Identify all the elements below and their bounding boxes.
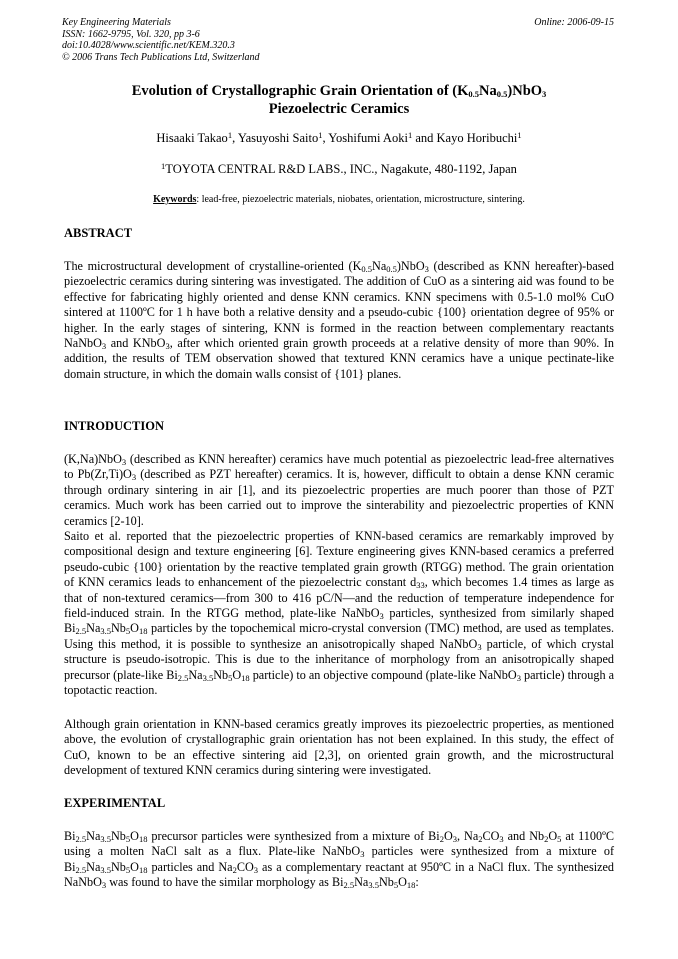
abstract-paragraph: The microstructural development of crystalline-oriented $(K_{0.5}Na_{0.5})NbO_3$ (described as KNN hereafter)-based piezoelectric ceramics during sintering was investigated. The addition of CuO as a sintering aid was found to be effective for fabricating highly oriented and dense KNN ceramics. KNN specimens with 0.5-1.0 mol% CuO sintered at 1100ºC for 1 h have both a relative density and a pseudo-cubic {100} orientation degree of 95% or higher. In the early stages of sintering, KNN is formed in the reaction between complementary reactants NaNbO$_3$ and KNbO$_3$, after which oriented grain growth proceeds at a relative density of more than 90%. In addition, the results of TEM observation showed that textured KNN ceramics have a unique pectinate-like domain structure, in which the domain walls consist of {101} planes. (64, 259, 614, 381)
author-name: Hisaaki Takao (156, 131, 228, 145)
issn-line: ISSN: 1662-9795, Vol. 320, pp 3-6 (62, 28, 200, 40)
heading-abstract: ABSTRACT (64, 226, 133, 240)
intro-paragraph-1: (K,Na)NbO$_3$ (described as KNN hereafter) ceramics have much potential as piezoelectric lead-free alternatives to $Pb(Zr,Ti)O_3$ (described as PZT hereafter) ceramics. It is, however, difficult to obtain a dense KNN ceramic through ordinary sintering in air [1], and its piezoelectric properties are much poorer than those of PZT ceramics. Much work has been carried out to improve the sinterability and piezoelectric properties of KNN ceramics [2-10]. (64, 452, 614, 528)
paper-title (70, 82, 608, 118)
title-line-1: Evolution of Crystallographic Grain Orientation of $(K_{0.5}Na_{0.5})NbO_3$ (131, 83, 547, 99)
online-date: Online: 2006-09-15 (534, 17, 614, 28)
author-name: Yoshifumi Aoki (328, 131, 408, 145)
intro-paragraph-2: Saito et al. reported that the piezoelectric properties of KNN-based ceramics are remarkably improved by compositional design and texture engineering [6]. Texture engineering gives KNN-based ceramics a preferred pseudo-cubic {100} orientation by the reactive templated grain growth (RTGG) method. The grain orientation of KNN ceramics leads to enhancement of the piezoelectric constant $d_{33}$, which becomes 1.4 times as large as that of non-textured ceramics—from 300 to 416 pC/N—and the reduction of temperature independence for field-induced strain. In the RTGG method, plate-like NaNbO$_3$ particles, synthesized from similarly shaped $Bi_{2.5}Na_{3.5}Nb_5O_{18}$ particles by the topochemical micro-crystal conversion (TMC) method, are used as templates. Using this method, it is possible to synthesize an anisotropically shaped NaNbO$_3$ particle, of which crystal structure is pseudo-isotropic. This is due to the inheritance of morphology from an anisotropically shaped precursor (plate-like $Bi_{2.5}Na_{3.5}Nb_5O_{18}$ particle) to an objective compound (plate-like NaNbO$_3$ particle) through a topotactic reaction. (64, 529, 615, 698)
copyright-line: © 2006 Trans Tech Publications Ltd, Switzerland (62, 51, 260, 63)
keywords-line (40, 194, 638, 205)
journal-name: Key Engineering Materials (62, 17, 171, 28)
keywords-text: : lead-free, piezoelectric materials, niobates, orientation, microstructure, sintering. (196, 194, 525, 205)
author-list: Hisaaki Takao$^1$, Yasuyoshi Saito$^1$, Yoshifumi Aoki$^1$ and Kayo Horibuchi$^1$ (156, 130, 522, 145)
keywords-label: Keywords (153, 194, 197, 205)
experimental-paragraph-1: $Bi_{2.5}Na_{3.5}Nb_5O_{18}$ precursor particles were synthesized from a mixture of $Bi_2O_3$, $Na_2CO_3$ and $Nb_2O_5$ at 1100ºC using a molten NaCl salt as a flux. Plate-like NaNbO$_3$ particles were synthesized from a mixture of $Bi_{2.5}Na_{3.5}Nb_5O_{18}$ particles and $Na_2CO_3$ as a complementary reactant at 950ºC in a NaCl flux. The synthesized NaNbO$_3$ was found to have the similar morphology as $Bi_{2.5}Na_{3.5}Nb_5O_{18}$: (64, 829, 615, 891)
affiliation: $^1$TOYOTA CENTRAL R&D LABS., INC., Nagakute, 480-1192, Japan (161, 161, 517, 176)
intro-paragraph-3: Although grain orientation in KNN-based ceramics greatly improves its piezoelectric properties, as mentioned above, the evolution of crystallographic grain orientation has not been explained. In this study, the effect of CuO, known to be an effective sintering aid [2,3], on oriented grain growth, and the microstructural development of textured KNN ceramics during sintering were investigated. (64, 717, 614, 778)
publication-info (62, 17, 260, 63)
author-name: Yasuyoshi Saito (237, 131, 319, 145)
author-name: Kayo Horibuchi (436, 131, 518, 145)
heading-introduction: INTRODUCTION (64, 419, 165, 433)
title-line-2: Piezoelectric Ceramics (268, 101, 410, 117)
doi-line: doi:10.4028/www.scientific.net/KEM.320.3 (62, 40, 235, 51)
heading-experimental: EXPERIMENTAL (64, 796, 166, 810)
